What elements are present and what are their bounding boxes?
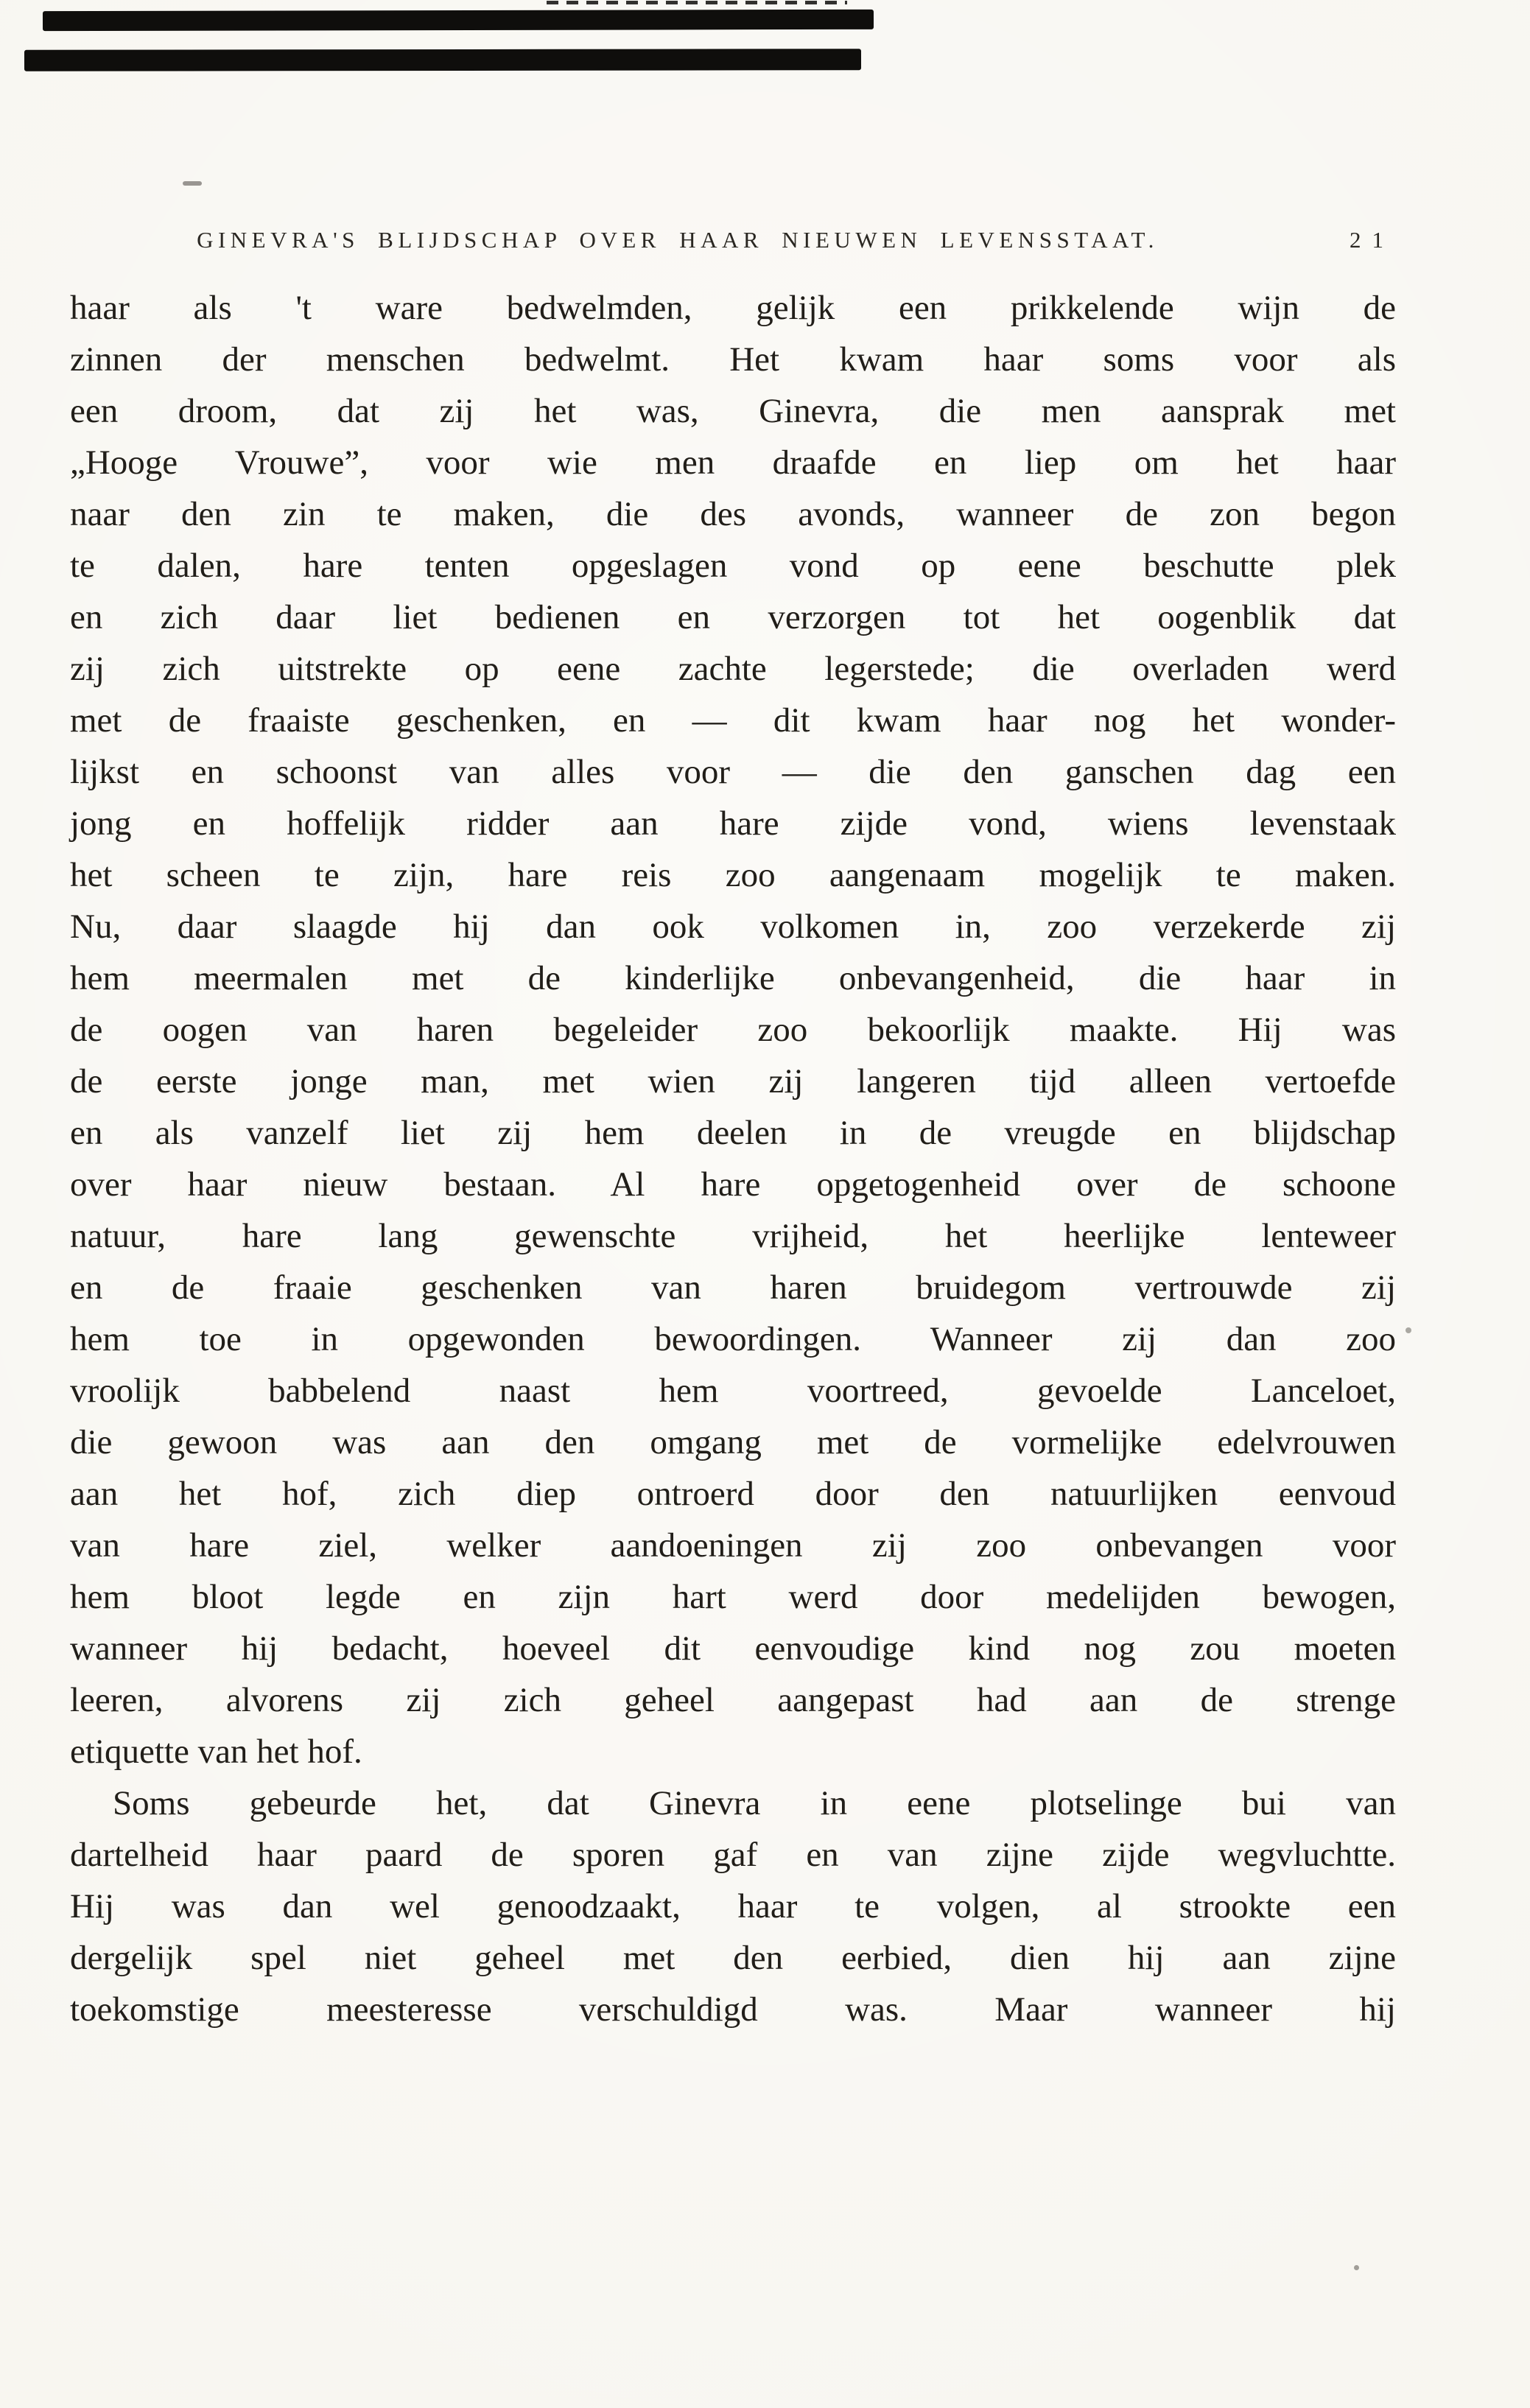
text-line: dergelijk spel niet geheel met den eerbied, dien hij aan zijne xyxy=(70,1939,1396,1977)
text-line: haar als 't ware bedwelmden, gelijk een prikkelende wijn de xyxy=(70,289,1396,327)
text-line: de oogen van haren begeleider zoo bekoorlijk maakte. Hij was xyxy=(70,1011,1396,1049)
text-line: een droom, dat zij het was, Ginevra, die men aansprak met xyxy=(70,392,1396,430)
text-line: Nu, daar slaagde hij dan ook volkomen in, zoo verzekerde zij xyxy=(70,908,1396,946)
text-line: natuur, hare lang gewenschte vrijheid, het heerlijke lenteweer xyxy=(70,1217,1396,1255)
body-text xyxy=(70,282,1396,2035)
dashed-rule-artifact xyxy=(547,1,847,4)
text-line: hem toe in opgewonden bewoordingen. Wanneer zij dan zoo xyxy=(70,1320,1396,1358)
ink-speck xyxy=(1406,1327,1411,1333)
text-line: en als vanzelf liet zij hem deelen in de vreugde en blijdschap xyxy=(70,1114,1396,1152)
text-line: van hare ziel, welker aandoeningen zij zoo onbevangen voor xyxy=(70,1526,1396,1565)
text-line: te dalen, hare tenten opgeslagen vond op eene beschutte plek xyxy=(70,547,1396,585)
text-line: „Hooge Vrouwe”, voor wie men draafde en liep om het haar xyxy=(70,443,1396,482)
ink-speck xyxy=(1354,2265,1359,2270)
text-line: zinnen der menschen bedwelmt. Het kwam haar soms voor als xyxy=(70,340,1396,379)
text-line: dartelheid haar paard de sporen gaf en van zijne zijde wegvluchtte. xyxy=(70,1836,1396,1874)
text-line: die gewoon was aan den omgang met de vormelijke edelvrouwen xyxy=(70,1423,1396,1461)
text-line: vroolijk babbelend naast hem voortreed, gevoelde Lanceloet, xyxy=(70,1372,1396,1410)
text-line: wanneer hij bedacht, hoeveel dit eenvoudige kind nog zou moeten xyxy=(70,1629,1396,1668)
text-line: en de fraaie geschenken van haren bruidegom vertrouwde zij xyxy=(70,1268,1396,1307)
text-line: lijkst en schoonst van alles voor — die den ganschen dag een xyxy=(70,753,1396,791)
text-line: en zich daar liet bedienen en verzorgen tot het oogenblik dat xyxy=(70,598,1396,636)
text-line: etiquette van het hof. xyxy=(70,1733,362,1771)
ink-speck xyxy=(183,181,202,186)
text-line: toekomstige meesteresse verschuldigd was. Maar wanneer hij xyxy=(70,1990,1396,2029)
text-line: de eerste jonge man, met wien zij langeren tijd alleen vertoefde xyxy=(70,1062,1396,1101)
text-line: hem bloot legde en zijn hart werd door medelijden bewogen, xyxy=(70,1578,1396,1616)
text-line: het scheen te zijn, hare reis zoo aangenaam mogelijk te maken. xyxy=(70,856,1396,894)
text-line: hem meermalen met de kinderlijke onbevangenheid, die haar in xyxy=(70,959,1396,997)
text-line: Hij was dan wel genoodzaakt, haar te volgen, al strookte een xyxy=(70,1887,1396,1926)
text-line: jong en hoffelijk ridder aan hare zijde vond, wiens levenstaak xyxy=(70,804,1396,843)
text-line: zij zich uitstrekte op eene zachte legerstede; die overladen werd xyxy=(70,650,1396,688)
header-title: GINEVRA'S BLIJDSCHAP OVER HAAR NIEUWEN LEVENSSTAAT. xyxy=(197,227,1159,253)
text-line: naar den zin te maken, die des avonds, wanneer de zon begon xyxy=(70,495,1396,533)
running-header xyxy=(70,227,1396,261)
text-line: aan het hof, zich diep ontroerd door den natuurlijken eenvoud xyxy=(70,1475,1396,1513)
text-line: Soms gebeurde het, dat Ginevra in eene plotselinge bui van xyxy=(113,1784,1396,1822)
text-line: over haar nieuw bestaan. Al hare opgetogenheid over de schoone xyxy=(70,1165,1396,1204)
black-bar-artifact-top xyxy=(43,10,874,31)
page-number: 21 xyxy=(1350,227,1394,253)
text-line: leeren, alvorens zij zich geheel aangepast had aan de strenge xyxy=(70,1681,1396,1719)
black-bar-artifact-bottom xyxy=(24,49,861,71)
text-line: met de fraaiste geschenken, en — dit kwam haar nog het wonder- xyxy=(70,701,1396,740)
